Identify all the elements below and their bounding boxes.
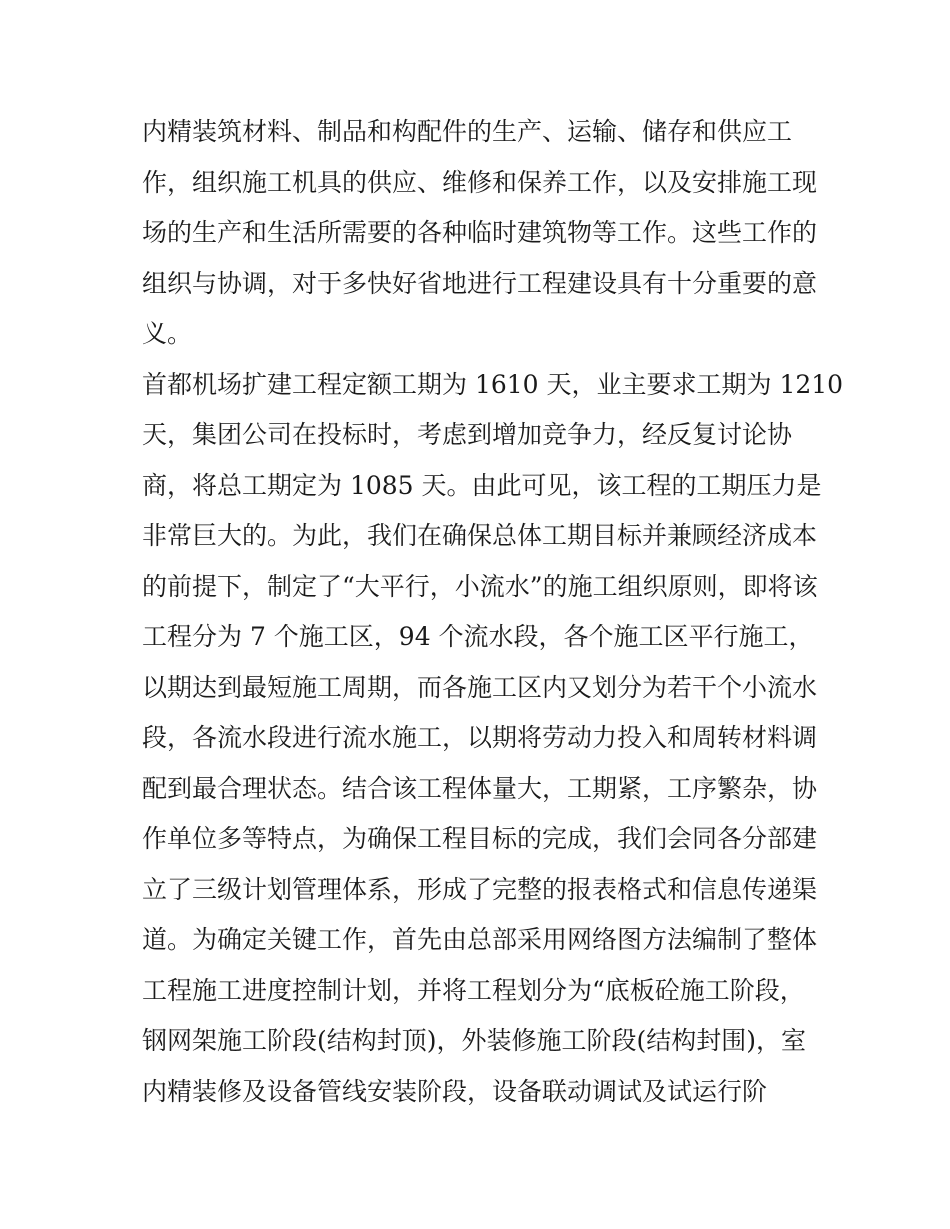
- text-line: 天，集团公司在投标时，考虑到增加竞争力，经反复讨论协: [142, 420, 793, 449]
- text-line: 内精装筑材料、制品和构配件的生产、运输、储存和供应工: [142, 117, 793, 146]
- text-line: 作，组织施工机具的供应、维修和保养工作，以及安排施工现: [142, 167, 818, 197]
- text-line: 首都机场扩建工程定额工期为 1610 天，业主要求工期为 1210: [142, 369, 844, 399]
- text-line: 立了三级计划管理体系，形成了完整的报表格式和信息传递渠: [142, 874, 818, 904]
- text-line: 组织与协调，对于多快好省地进行工程建设具有十分重要的意: [142, 268, 818, 298]
- text-line: 钢网架施工阶段(结构封顶)，外装修施工阶段(结构封围)，室: [142, 1026, 807, 1055]
- text-line: 段，各流水段进行流水施工，以期将劳动力投入和周转材料调: [142, 723, 818, 752]
- text-line: 商，将总工期定为 1085 天。由此可见，该工程的工期压力是: [142, 470, 822, 500]
- text-line: 非常巨大的。为此，我们在确保总体工期目标并兼顾经济成本: [142, 521, 818, 550]
- text-line: 以期达到最短施工周期，而各施工区内又划分为若干个小流水: [142, 672, 818, 702]
- text-line: 工程施工进度控制计划，并将工程划分为“底板砼施工阶段，: [142, 975, 805, 1005]
- text-line: 的前提下，制定了“大平行，小流水”的施工组织原则，即将该: [142, 571, 818, 601]
- text-line: 配到最合理状态。结合该工程体量大，工期紧，工序繁杂，协: [142, 773, 818, 803]
- text-line: 道。为确定关键工作，首先由总部采用网络图方法编制了整体: [142, 925, 818, 954]
- body-text: [142, 107, 844, 1117]
- text-line: 作单位多等特点，为确保工程目标的完成，我们会同各分部建: [142, 824, 818, 853]
- text-line: 场的生产和生活所需要的各种临时建筑物等工作。这些工作的: [142, 218, 818, 247]
- text-line: 内精装修及设备管线安装阶段，设备联动调试及试运行阶: [142, 1076, 768, 1106]
- text-line: 义。: [142, 319, 193, 348]
- text-line: 工程分为 7 个施工区，94 个流水段，各个施工区平行施工，: [142, 622, 814, 651]
